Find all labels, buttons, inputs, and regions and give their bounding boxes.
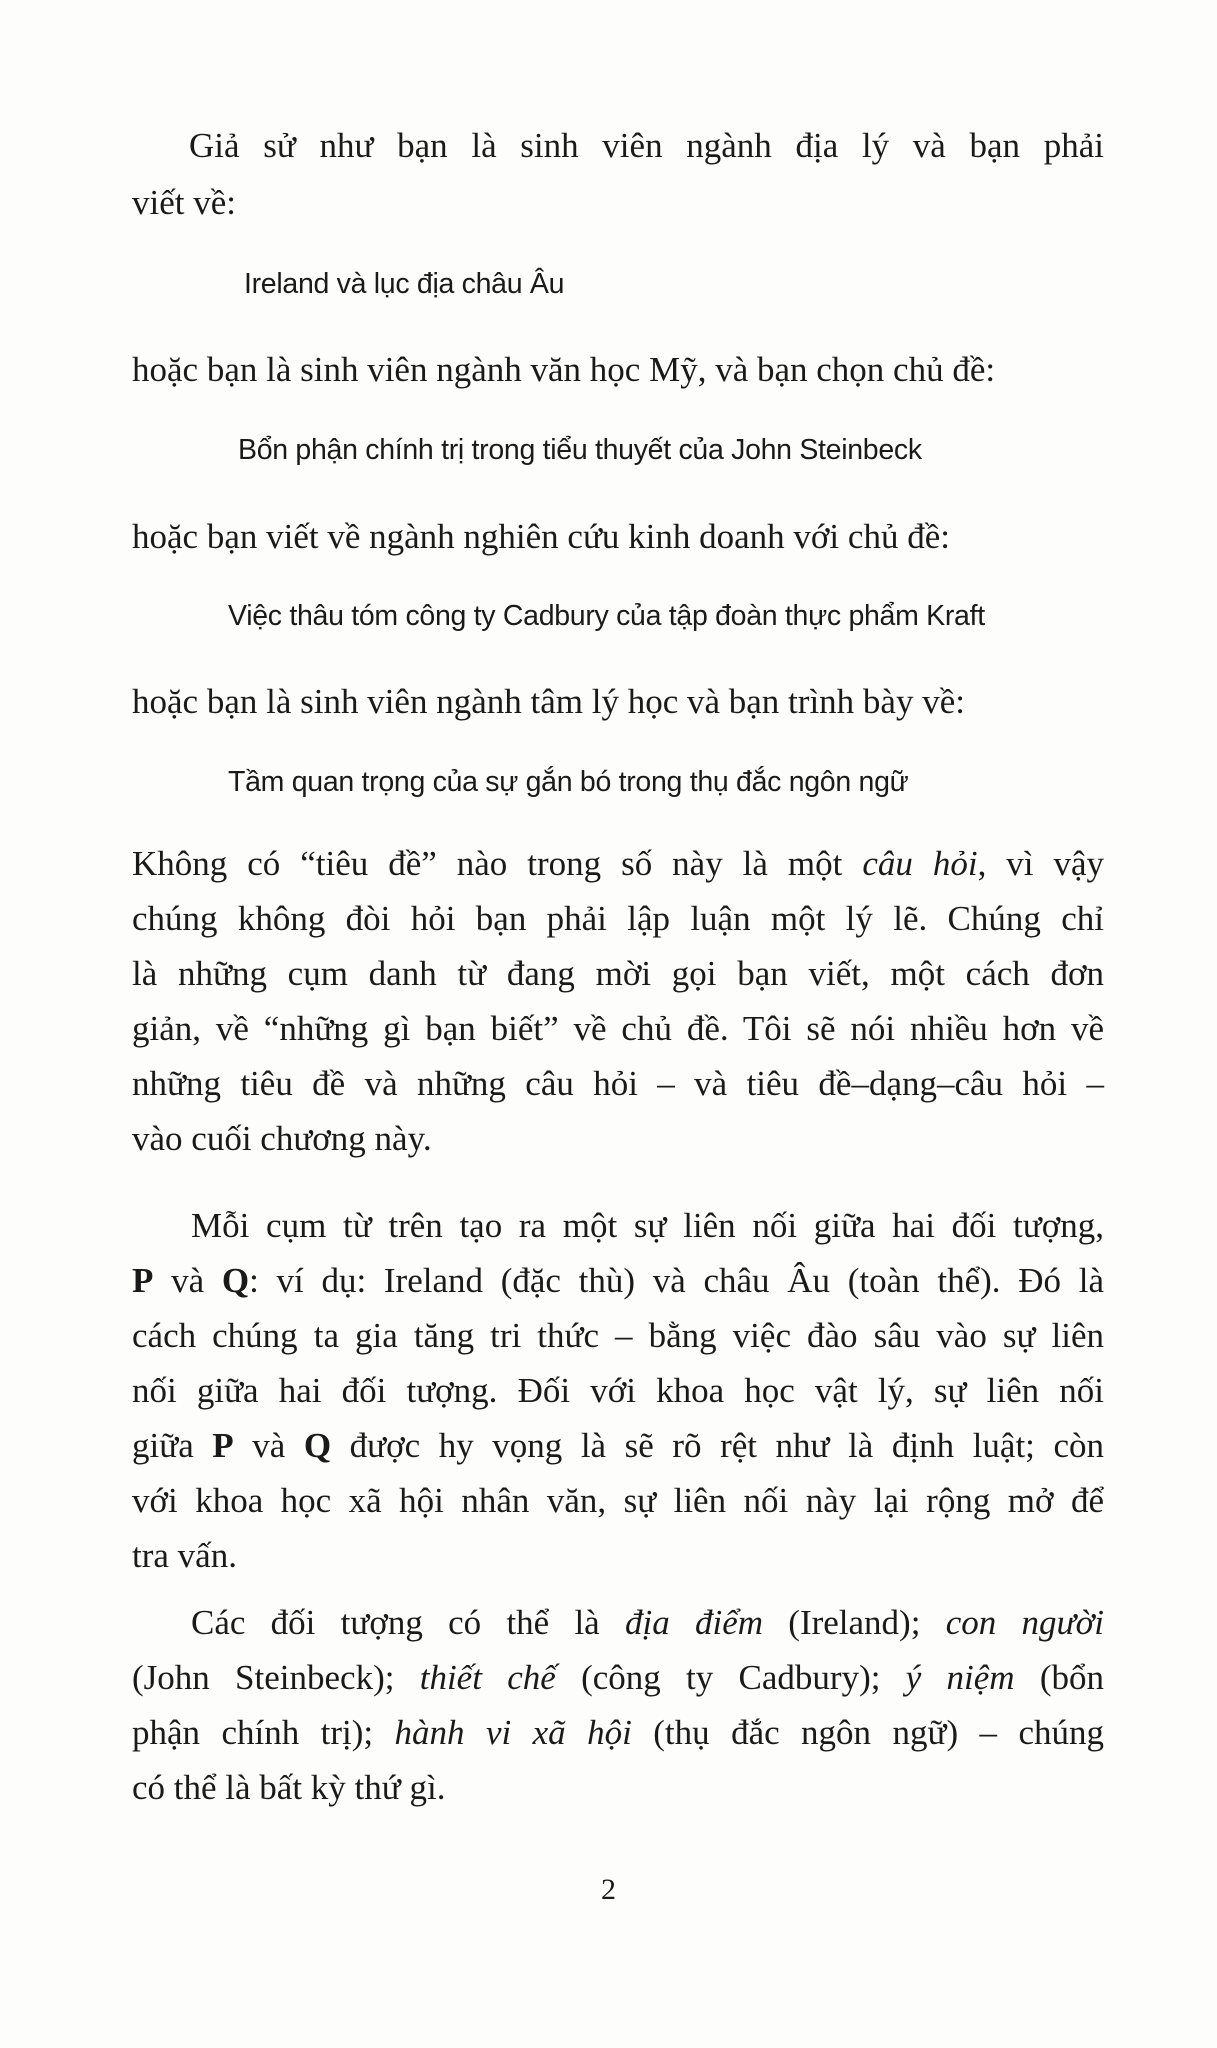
p2-line-1: Mỗi cụm từ trên tạo ra một sự liên nối giữa hai đối tượng, bbox=[191, 1206, 1104, 1245]
p3-line-3: phận chính trị); hành vi xã hội (thụ đắc ngôn ngữ) – chúng bbox=[132, 1713, 1104, 1752]
p3-line-4: có thể là bất kỳ thứ gì. bbox=[132, 1768, 446, 1807]
p1-line-5: những tiêu đề và những câu hỏi – và tiêu đề–dạng–câu hỏi – bbox=[132, 1064, 1104, 1103]
example-title-2: Bổn phận chính trị trong tiểu thuyết của John Steinbeck bbox=[238, 434, 922, 466]
p2-line-7: tra vấn. bbox=[132, 1536, 237, 1575]
intro-line-2: viết về: bbox=[132, 183, 236, 222]
p1-line-2: chúng không đòi hỏi bạn phải lập luận một lý lẽ. Chúng chỉ bbox=[132, 899, 1104, 938]
p1-line-4: giản, về “những gì bạn biết” về chủ đề. Tôi sẽ nói nhiều hơn về bbox=[132, 1009, 1104, 1048]
example-lead-2: hoặc bạn là sinh viên ngành văn học Mỹ, và bạn chọn chủ đề: bbox=[132, 350, 996, 389]
intro-paragraph bbox=[132, 118, 1104, 230]
p3-line-1: Các đối tượng có thể là địa điểm (Ireland); con người bbox=[191, 1603, 1104, 1642]
p1-line-6: vào cuối chương này. bbox=[132, 1119, 432, 1158]
example-lead-3: hoặc bạn viết về ngành nghiên cứu kinh doanh với chủ đề: bbox=[132, 517, 950, 556]
example-title-4: Tầm quan trọng của sự gắn bó trong thụ đắc ngôn ngữ bbox=[228, 766, 909, 798]
p2-line-5: giữa P và Q được hy vọng là sẽ rõ rệt như là định luật; còn bbox=[132, 1426, 1104, 1465]
p2-line-3: cách chúng ta gia tăng tri thức – bằng việc đào sâu vào sự liên bbox=[132, 1316, 1104, 1355]
paragraph-1 bbox=[132, 836, 1104, 1166]
paragraph-3 bbox=[132, 1595, 1104, 1815]
p1-line-3: là những cụm danh từ đang mời gọi bạn viết, một cách đơn bbox=[132, 954, 1104, 993]
example-lead-4: hoặc bạn là sinh viên ngành tâm lý học và bạn trình bày về: bbox=[132, 682, 965, 721]
example-title-3: Việc thâu tóm công ty Cadbury của tập đoàn thực phẩm Kraft bbox=[228, 600, 985, 632]
page-number: 2 bbox=[601, 1873, 616, 1906]
p1-line-1: Không có “tiêu đề” nào trong số này là một câu hỏi, vì vậy bbox=[132, 844, 1104, 883]
example-title-1: Ireland và lục địa châu Âu bbox=[244, 268, 565, 300]
paragraph-2 bbox=[132, 1198, 1104, 1583]
p2-line-4: nối giữa hai đối tượng. Đối với khoa học vật lý, sự liên nối bbox=[132, 1371, 1104, 1410]
intro-line-1: Giả sử như bạn là sinh viên ngành địa lý và bạn phải bbox=[189, 126, 1104, 165]
p3-line-2: (John Steinbeck); thiết chế (công ty Cadbury); ý niệm (bổn bbox=[132, 1658, 1105, 1697]
p2-line-2: P và Q: ví dụ: Ireland (đặc thù) và châu Âu (toàn thể). Đó là bbox=[132, 1261, 1104, 1300]
p2-line-6: với khoa học xã hội nhân văn, sự liên nối này lại rộng mở để bbox=[132, 1481, 1104, 1520]
